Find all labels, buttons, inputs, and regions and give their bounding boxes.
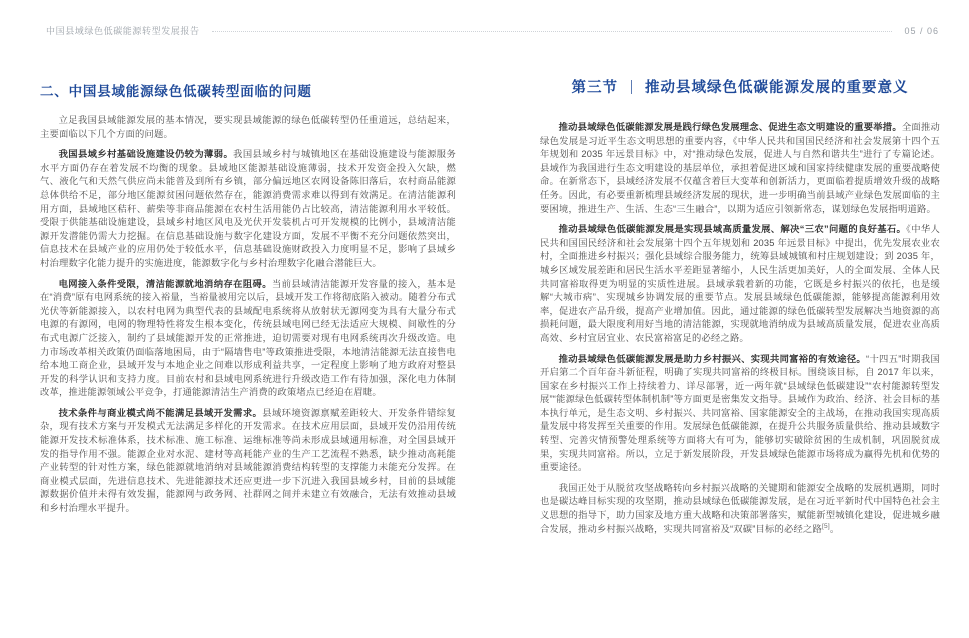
- paragraph-lead: 电网接入条件受限，清洁能源就地消纳存在阻碍。: [58, 278, 272, 289]
- paragraph-tail: 。: [829, 523, 840, 534]
- paragraph-lead: 我国县域乡村基础设施建设仍较为薄弱。: [58, 149, 234, 160]
- paragraph-text: 当前县域清洁能源开发容量的接入，基本是在“消费”原有电网系统的接入裕量，当裕量被用完以后，县域开发工作将彻底陷入被动。随着分布式光伏等新能源接入，以农村电网为典型代表的县域配电系统将从放射状无源网变为具有大量分布式电源的有源网，电网的物理特性将发生根本变化，传统县域电网已经无法适应大规模、间歇性的分布式电源广泛接入，制约了县域能源开发的正常推进，迫切需要对现有电网系统再次升级改造。电力市场改革相关政策仍面临落地困局，由于“隔墙售电”等政策推进受限，本地清洁能源无法直接售电给本地工商企业，县域开发与本地企业之间难以形成利益共享，一定程度上影响了地方政府对整县开发的科学认识和支持力度。目前农村和县域电网系统进行升级改造工作有待加强，深化电力体制改革，推进能源领域公平竞争，打通能源清洁生产消费的政策堵点已经迫在眉睫。: [40, 278, 456, 398]
- paragraph: [540, 482, 940, 536]
- running-header: [46, 24, 939, 37]
- paragraph-lead: 推动县域绿色低碳能源发展是践行绿色发展理念、促进生态文明建设的重要举措。: [558, 122, 902, 132]
- paragraph-lead: 推动县域绿色低碳能源发展是实现县域高质量发展、解决“三农”问题的良好基石。: [558, 224, 907, 235]
- page-columns: [40, 76, 940, 543]
- paragraph: [540, 121, 940, 216]
- paragraph-text: “十四五”时期我国开启第二个百年奋斗新征程，明确了实现共同富裕的终极目标。围绕该目标，自 2017 年以来，国家在乡村振兴工作上持续着力、详尽部署，近一两年就“县域绿色低碳建设”“农村能源转型发展”“能源绿色低碳转型体制机制”等方面更是密集发文指导。县域作为政治、经济、社会目标的基本执行单元，是生态文明、乡村振兴、共同富裕、国家能源安全的主战场，在推动我国实现高质量发展中将发挥至关重要的作用。发展绿色低碳能源，在提升公共服务质量供给、推动县域数字转型、完善灾情预警处理系统等方面将大有可为，能够切实破除贫困的生成机制，巩固脱贫成果，实现共同富裕。所以，立足于新发展阶段，开发县域绿色能源市场将成为赢得先机和优势的重要途径。: [540, 353, 940, 473]
- paragraph-text: 我国县域乡村与城镇地区在基础设施建设与能源服务水平方面仍存在着发展不均衡的现象。县域地区能源基础设施薄弱，技术开发资金投入欠缺，燃气、液化气和天然气供应尚未能普及到所有乡镇，部分偏远地区农网设备陈旧落后，农村商品能源总体供给不足，部分地区能源贫困问题依然存在，能源消费需求难以得到有效满足。在清洁能源利用方面，县域地区秸秆、薪柴等非商品能源在农村生活用能仍占比较高，清洁能源利用水平较低。受限于供能基础设施建设，县域乡村地区风电及光伏开发装机占可开发规模的比例小，县域清洁能源开发潜能仍需大力挖掘。在信息基础设施与数字化建设方面，发展不平衡不充分问题依然突出，信息技术在县域产业的应用仍处于较低水平，信息基础设施财政投入力度明显不足，影响了县域乡村治理数字化能力提升的实施进度，能源数字化与乡村治理数字化融合潜能巨大。: [40, 149, 456, 268]
- left-page-section: [40, 76, 456, 543]
- paragraph: [540, 353, 940, 475]
- paragraph: [540, 223, 940, 345]
- paragraph: [40, 148, 456, 270]
- report-title: 中国县域绿色低碳能源转型发展报告: [46, 26, 200, 36]
- right-section-title: [540, 76, 940, 97]
- page-number: 05 / 06: [904, 25, 939, 36]
- paragraph: [40, 278, 456, 400]
- footnote-marker: [5]: [822, 522, 830, 530]
- paragraph-text: 县域环境资源禀赋差距较大、开发条件错综复杂，现有技术方案与开发模式无法满足多样化的开发需求。在技术应用层面，县域开发仍沿用传统能源开发技术标准体系，技术标准、施工标准、运维标准等尚未形成县域通用标准，对全国县域开发的指导作用不强。能源企业对水泥、建材等高耗能产业的生产工艺流程不熟悉，缺少推动高耗能产业转型的针对性方案，绿色能源就地消纳对县域能源消费结构转型的支撑能力未能充分发挥。在商业模式层面，先进信息技术、先进能源技术还应更进一步下沉进入我国县域乡村，目前的县域能源数据价值并未得有效发掘，能源网与政务网、社群网之间并未建立有效融合，无法有效推动县域和乡村治理水平提升。: [40, 407, 456, 514]
- section-label: 第三节: [571, 80, 618, 96]
- paragraph-text: 我国正处于从脱贫攻坚战略转向乡村振兴战略的关键期和能源安全战略的发展机遇期，同时也是碳达峰目标实现的攻坚期，推动县域绿色低碳能源发展，是在习近平新时代中国特色社会主义思想的指导下，助力国家及地方重大战略和决策部署落实，赋能新型城镇化建设，促进城乡融合发展，推动乡村振兴战略，实现共同富裕及“双碳”目标的必经之路: [540, 482, 940, 534]
- paragraph-text: 立足我国县域能源发展的基本情况，要实现县域能源的绿色低碳转型仍任重道远，总结起来，主要面临以下几个方面的问题。: [40, 115, 456, 139]
- paragraph-lead: 推动县域绿色低碳能源发展是助力乡村振兴、实现共同富裕的有效途径。: [558, 353, 867, 364]
- paragraph: [40, 114, 456, 141]
- right-page-section: [540, 76, 940, 543]
- paragraph-lead: 技术条件与商业模式尚不能满足县域开发需求。: [58, 407, 263, 418]
- paragraph-text: 《中华人民共和国国民经济和社会发展第十四个五年规划和 2035 年远景目标》中提出，优先发展农业农村，全面推进乡村振兴；强化县域综合服务能力，统筹县域城镇和村庄规划建设；到 2035 年，城乡区域发展差距和居民生活水平差距显著缩小，人民生活更加美好，人的全面发展、全体人民共同富裕取得更为明显的实质性进展。县域承载着新的功能，它既是乡村振兴的依托，也是缓解“大城市病”、实现城乡协调发展的重要节点。发展县域绿色低碳能源，能够提高能源利用效率，促进农产品升级，提高产业增加值。因此，通过能源的绿色低碳转型发展解决当地资源的高损耗问题，最大限度利用好当地的清洁能源，实现就地消纳成为县域高质量发展，促进农业高质高效、乡村宜居宜业、农民富裕富足的必经之路。: [540, 224, 940, 343]
- title-divider-bar: [631, 80, 632, 94]
- section-title-text: 推动县域绿色低碳能源发展的重要意义: [645, 80, 909, 96]
- header-dotted-rule: [212, 31, 893, 32]
- paragraph: [40, 407, 456, 516]
- paragraph-text: 全面推动绿色发展是习近平生态文明思想的重要内容，《中华人民共和国国民经济和社会发展第十四个五年规划和 2035 年远景目标》中，对“推动绿色发展，促进人与自然和谐共生”进行了专篇论述。县域作为我国进行生态文明建设的基层单位，承担着促进区域和国家持续健康发展的重要战略使命。在新常态下，县域经济发展不仅蕴含着巨大变革和创新活力，更面临着提质增效升级的战略任务。因此，有必要重新梳理县域经济发展的现状，进一步明确当前县域产业绿色发展面临的主要困境，推进生产、生活、生态“三生融合”，以期为适应引领新常态，谋划绿色发展指明道路。: [540, 122, 940, 214]
- left-section-title: 二、中国县域能源绿色低碳转型面临的问题: [40, 84, 312, 99]
